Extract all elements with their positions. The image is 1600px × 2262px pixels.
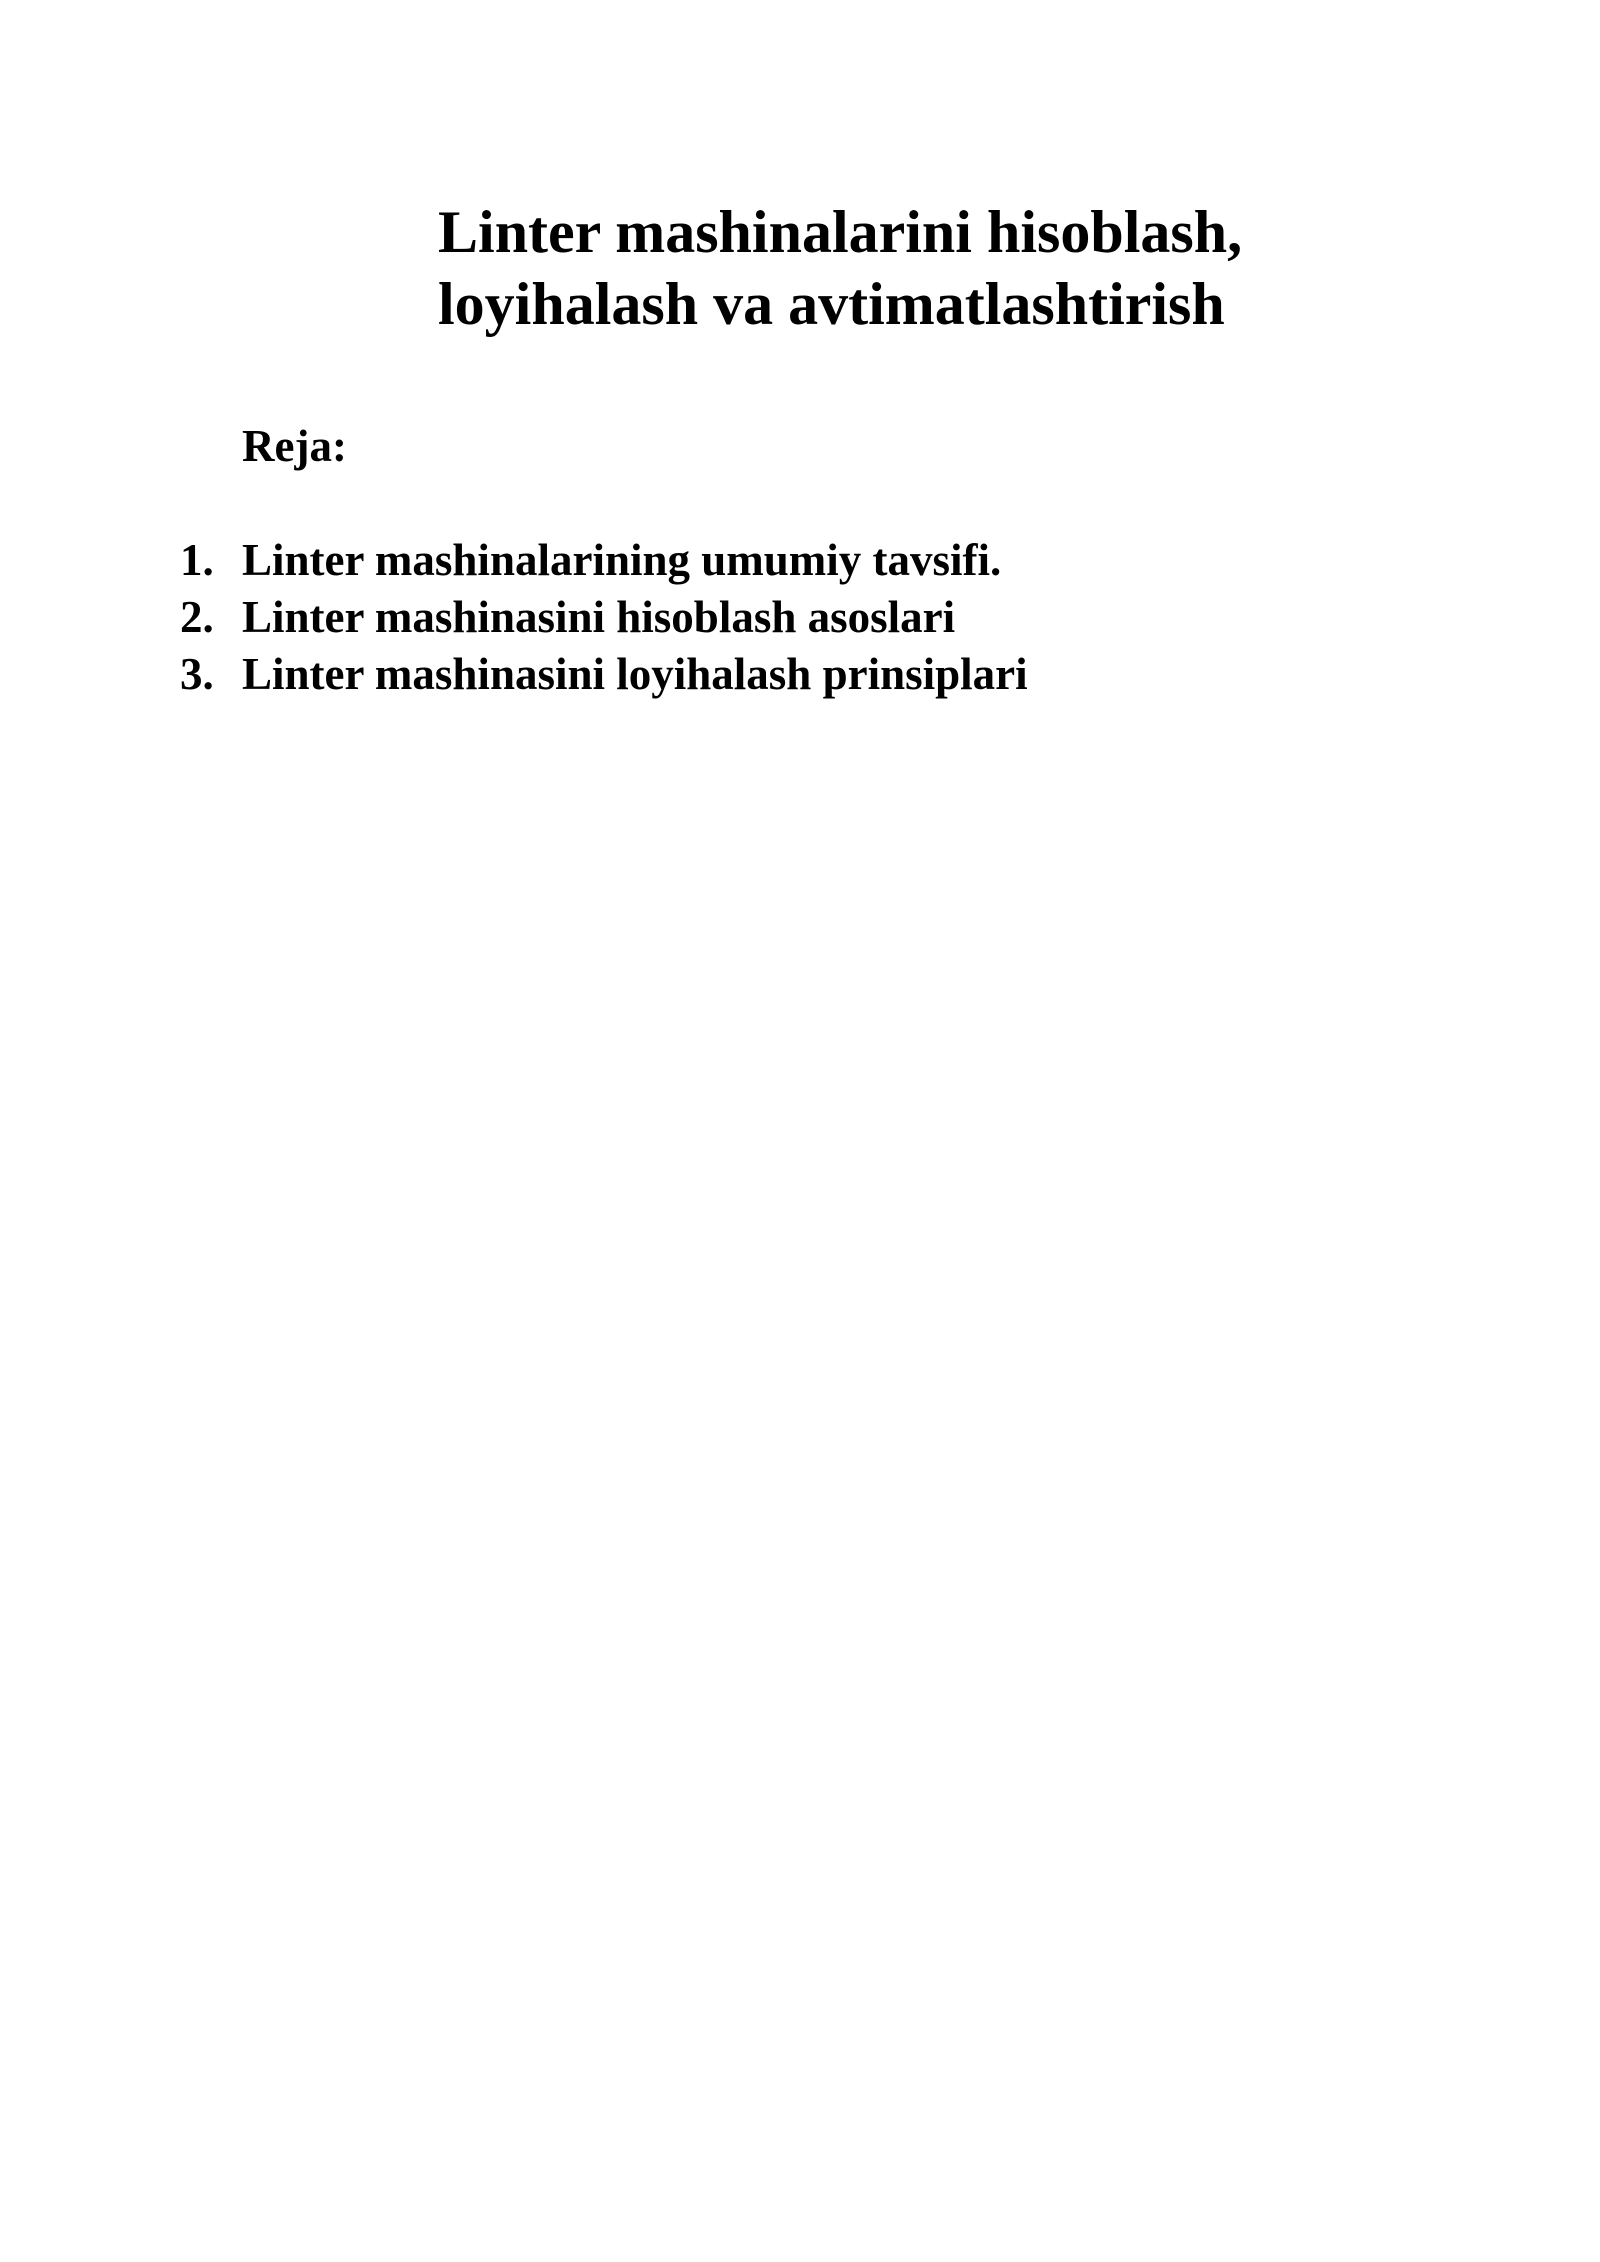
plan-heading: Reja:: [242, 421, 347, 471]
document-title-line-2: loyihalash va avtimatlashtirish: [438, 271, 1225, 337]
document-title-line-1: Linter mashinalarini hisoblash,: [438, 199, 1243, 265]
plan-item-number: 3.: [180, 649, 214, 699]
plan-item-3: [180, 646, 1028, 703]
plan-item-text: Linter mashinasini loyihalash prinsiplari: [242, 649, 1028, 699]
plan-item-number: 2.: [180, 592, 214, 642]
plan-item-text: Linter mashinasini hisoblash asoslari: [242, 592, 956, 642]
plan-item-1: [180, 532, 1028, 589]
document-title: [438, 196, 1438, 340]
plan-item-number: 1.: [180, 535, 214, 585]
plan-item-text: Linter mashinalarining umumiy tavsifi.: [242, 535, 1002, 585]
plan-list: [180, 532, 1028, 703]
plan-item-2: [180, 589, 1028, 646]
